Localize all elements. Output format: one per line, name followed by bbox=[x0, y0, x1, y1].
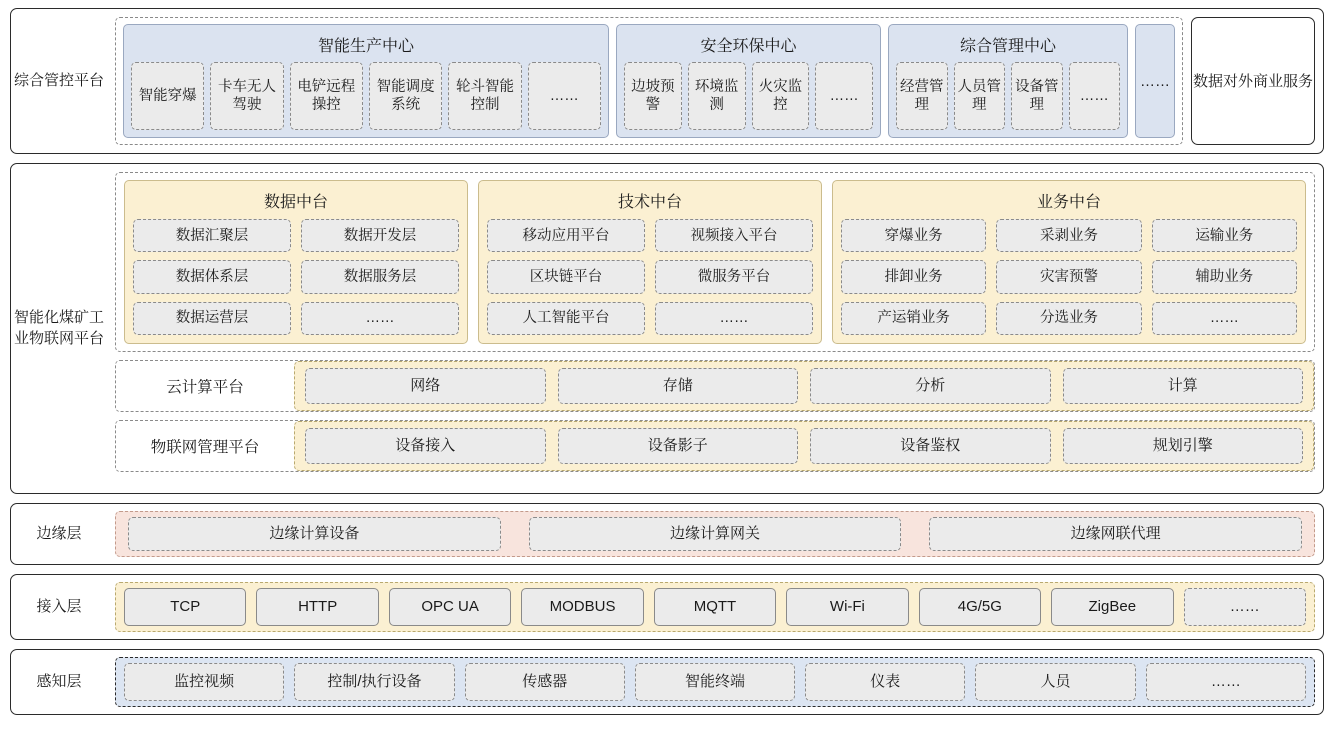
layer-control-platform-body bbox=[107, 9, 1323, 153]
item-network[interactable]: 网络 bbox=[305, 368, 546, 404]
item-data-operation-layer[interactable]: 数据运营层 bbox=[133, 302, 291, 335]
group-safety-environment-center bbox=[616, 24, 881, 138]
item-smart-dispatch-system[interactable]: 智能调度系统 bbox=[369, 62, 442, 130]
group-comprehensive-management-center bbox=[888, 24, 1128, 138]
item-device-access[interactable]: 设备接入 bbox=[305, 428, 546, 464]
group-title: 智能生产中心 bbox=[317, 38, 414, 55]
layer-iiot-platform-label: 智能化煤矿工业物联网平台 bbox=[13, 309, 104, 347]
item-data-aggregation-layer[interactable]: 数据汇聚层 bbox=[133, 219, 291, 252]
iot-management-platform-strip bbox=[115, 420, 1315, 472]
item-control-actuator-device[interactable]: 控制/执行设备 bbox=[294, 663, 454, 701]
group-items bbox=[841, 219, 1297, 335]
group-intelligent-production-center bbox=[123, 24, 609, 138]
iot-management-platform-items bbox=[294, 421, 1314, 471]
item-data-development-layer[interactable]: 数据开发层 bbox=[301, 219, 459, 252]
layer-sensing-label: 感知层 bbox=[36, 672, 82, 690]
group-more-centers[interactable]: …… bbox=[1135, 24, 1175, 138]
layer-iiot-platform bbox=[10, 163, 1324, 494]
group-title: 业务中台 bbox=[1036, 194, 1101, 211]
item-analysis[interactable]: 分析 bbox=[810, 368, 1051, 404]
item-more-ellipsis[interactable]: …… bbox=[1146, 663, 1306, 701]
item-production-transport-sales-business[interactable]: 产运销业务 bbox=[841, 302, 986, 335]
item-protocol-mqtt[interactable]: MQTT bbox=[654, 588, 776, 626]
item-storage[interactable]: 存储 bbox=[558, 368, 799, 404]
layer-sensing-body bbox=[107, 650, 1323, 714]
item-more-ellipsis[interactable]: …… bbox=[1184, 588, 1306, 626]
item-video-access-platform[interactable]: 视频接入平台 bbox=[655, 219, 813, 252]
group-title: 综合管理中心 bbox=[959, 38, 1056, 55]
group-items bbox=[487, 219, 813, 335]
item-protocol-http[interactable]: HTTP bbox=[256, 588, 378, 626]
item-computing[interactable]: 计算 bbox=[1063, 368, 1304, 404]
group-title: 数据中台 bbox=[263, 194, 328, 211]
layer-iiot-platform-body bbox=[107, 164, 1323, 493]
item-environment-monitoring[interactable]: 环境监测 bbox=[688, 62, 746, 130]
item-sensor[interactable]: 传感器 bbox=[465, 663, 625, 701]
item-equipment-management[interactable]: 设备管理 bbox=[1011, 62, 1063, 130]
group-items bbox=[133, 219, 459, 335]
group-title: 技术中台 bbox=[617, 194, 682, 211]
item-more-ellipsis[interactable]: …… bbox=[815, 62, 873, 130]
layer-control-platform-label: 综合管控平台 bbox=[13, 71, 104, 89]
item-personnel[interactable]: 人员 bbox=[975, 663, 1135, 701]
item-more-ellipsis[interactable]: …… bbox=[301, 302, 459, 335]
sensing-items-container bbox=[115, 657, 1315, 707]
cloud-computing-platform-label: 云计算平台 bbox=[116, 361, 294, 411]
cloud-computing-platform-strip bbox=[115, 360, 1315, 412]
layer-access-body bbox=[107, 575, 1323, 639]
item-more-ellipsis[interactable]: …… bbox=[528, 62, 601, 130]
item-artificial-intelligence-platform[interactable]: 人工智能平台 bbox=[487, 302, 645, 335]
iot-management-platform-label: 物联网管理平台 bbox=[116, 421, 294, 471]
item-protocol-opc-ua[interactable]: OPC UA bbox=[389, 588, 511, 626]
cloud-computing-platform-items bbox=[294, 361, 1314, 411]
item-auxiliary-business[interactable]: 辅助业务 bbox=[1152, 260, 1297, 293]
item-fire-monitoring[interactable]: 火灾监控 bbox=[752, 62, 810, 130]
item-sorting-business[interactable]: 分选业务 bbox=[996, 302, 1141, 335]
item-protocol-modbus[interactable]: MODBUS bbox=[521, 588, 643, 626]
item-blockchain-platform[interactable]: 区块链平台 bbox=[487, 260, 645, 293]
layer-edge bbox=[10, 503, 1324, 565]
layer-sensing bbox=[10, 649, 1324, 715]
layer-access-label: 接入层 bbox=[36, 597, 82, 615]
control-centers-container bbox=[115, 17, 1183, 145]
group-items bbox=[624, 62, 873, 130]
group-data-middle-platform bbox=[124, 180, 468, 344]
item-smart-terminal[interactable]: 智能终端 bbox=[635, 663, 795, 701]
item-bucket-wheel-smart-control[interactable]: 轮斗智能控制 bbox=[448, 62, 521, 130]
item-transportation-business[interactable]: 运输业务 bbox=[1152, 219, 1297, 252]
item-instrument[interactable]: 仪表 bbox=[805, 663, 965, 701]
item-mobile-application-platform[interactable]: 移动应用平台 bbox=[487, 219, 645, 252]
item-microservice-platform[interactable]: 微服务平台 bbox=[655, 260, 813, 293]
item-shovel-remote-control[interactable]: 电铲远程操控 bbox=[290, 62, 363, 130]
item-smart-drilling-blasting[interactable]: 智能穿爆 bbox=[131, 62, 204, 130]
item-data-system-layer[interactable]: 数据体系层 bbox=[133, 260, 291, 293]
item-protocol-4g-5g[interactable]: 4G/5G bbox=[919, 588, 1041, 626]
item-surveillance-video[interactable]: 监控视频 bbox=[124, 663, 284, 701]
item-more-ellipsis[interactable]: …… bbox=[1069, 62, 1121, 130]
item-more-ellipsis[interactable]: …… bbox=[655, 302, 813, 335]
item-edge-network-agent[interactable]: 边缘网联代理 bbox=[929, 517, 1302, 551]
item-disaster-warning[interactable]: 灾害预警 bbox=[996, 260, 1141, 293]
edge-items-container bbox=[115, 511, 1315, 557]
item-protocol-wifi[interactable]: Wi-Fi bbox=[786, 588, 908, 626]
item-edge-computing-gateway[interactable]: 边缘计算网关 bbox=[529, 517, 902, 551]
layer-control-platform bbox=[10, 8, 1324, 154]
item-slope-warning[interactable]: 边坡预警 bbox=[624, 62, 682, 130]
item-personnel-management[interactable]: 人员管理 bbox=[954, 62, 1006, 130]
group-technology-middle-platform bbox=[478, 180, 822, 344]
item-protocol-zigbee[interactable]: ZigBee bbox=[1051, 588, 1173, 626]
item-drilling-blasting-business[interactable]: 穿爆业务 bbox=[841, 219, 986, 252]
layer-edge-label: 边缘层 bbox=[36, 524, 82, 542]
item-dumping-business[interactable]: 排卸业务 bbox=[841, 260, 986, 293]
item-business-management[interactable]: 经营管理 bbox=[896, 62, 948, 130]
external-commercial-service-panel: 数据对外商业服务 bbox=[1191, 17, 1315, 145]
group-business-middle-platform bbox=[832, 180, 1306, 344]
item-truck-autonomous-driving[interactable]: 卡车无人驾驶 bbox=[210, 62, 283, 130]
item-more-ellipsis[interactable]: …… bbox=[1152, 302, 1297, 335]
item-data-service-layer[interactable]: 数据服务层 bbox=[301, 260, 459, 293]
group-items bbox=[131, 62, 601, 130]
item-device-authentication[interactable]: 设备鉴权 bbox=[810, 428, 1051, 464]
item-protocol-tcp[interactable]: TCP bbox=[124, 588, 246, 626]
group-items bbox=[896, 62, 1120, 130]
layer-access bbox=[10, 574, 1324, 640]
item-mining-stripping-business[interactable]: 采剥业务 bbox=[996, 219, 1141, 252]
group-title: 安全环保中心 bbox=[700, 38, 797, 55]
item-device-shadow[interactable]: 设备影子 bbox=[558, 428, 799, 464]
layer-edge-body bbox=[107, 504, 1323, 564]
item-edge-computing-device[interactable]: 边缘计算设备 bbox=[128, 517, 501, 551]
item-planning-engine[interactable]: 规划引擎 bbox=[1063, 428, 1304, 464]
middle-platforms-container bbox=[115, 172, 1315, 352]
access-items-container bbox=[115, 582, 1315, 632]
